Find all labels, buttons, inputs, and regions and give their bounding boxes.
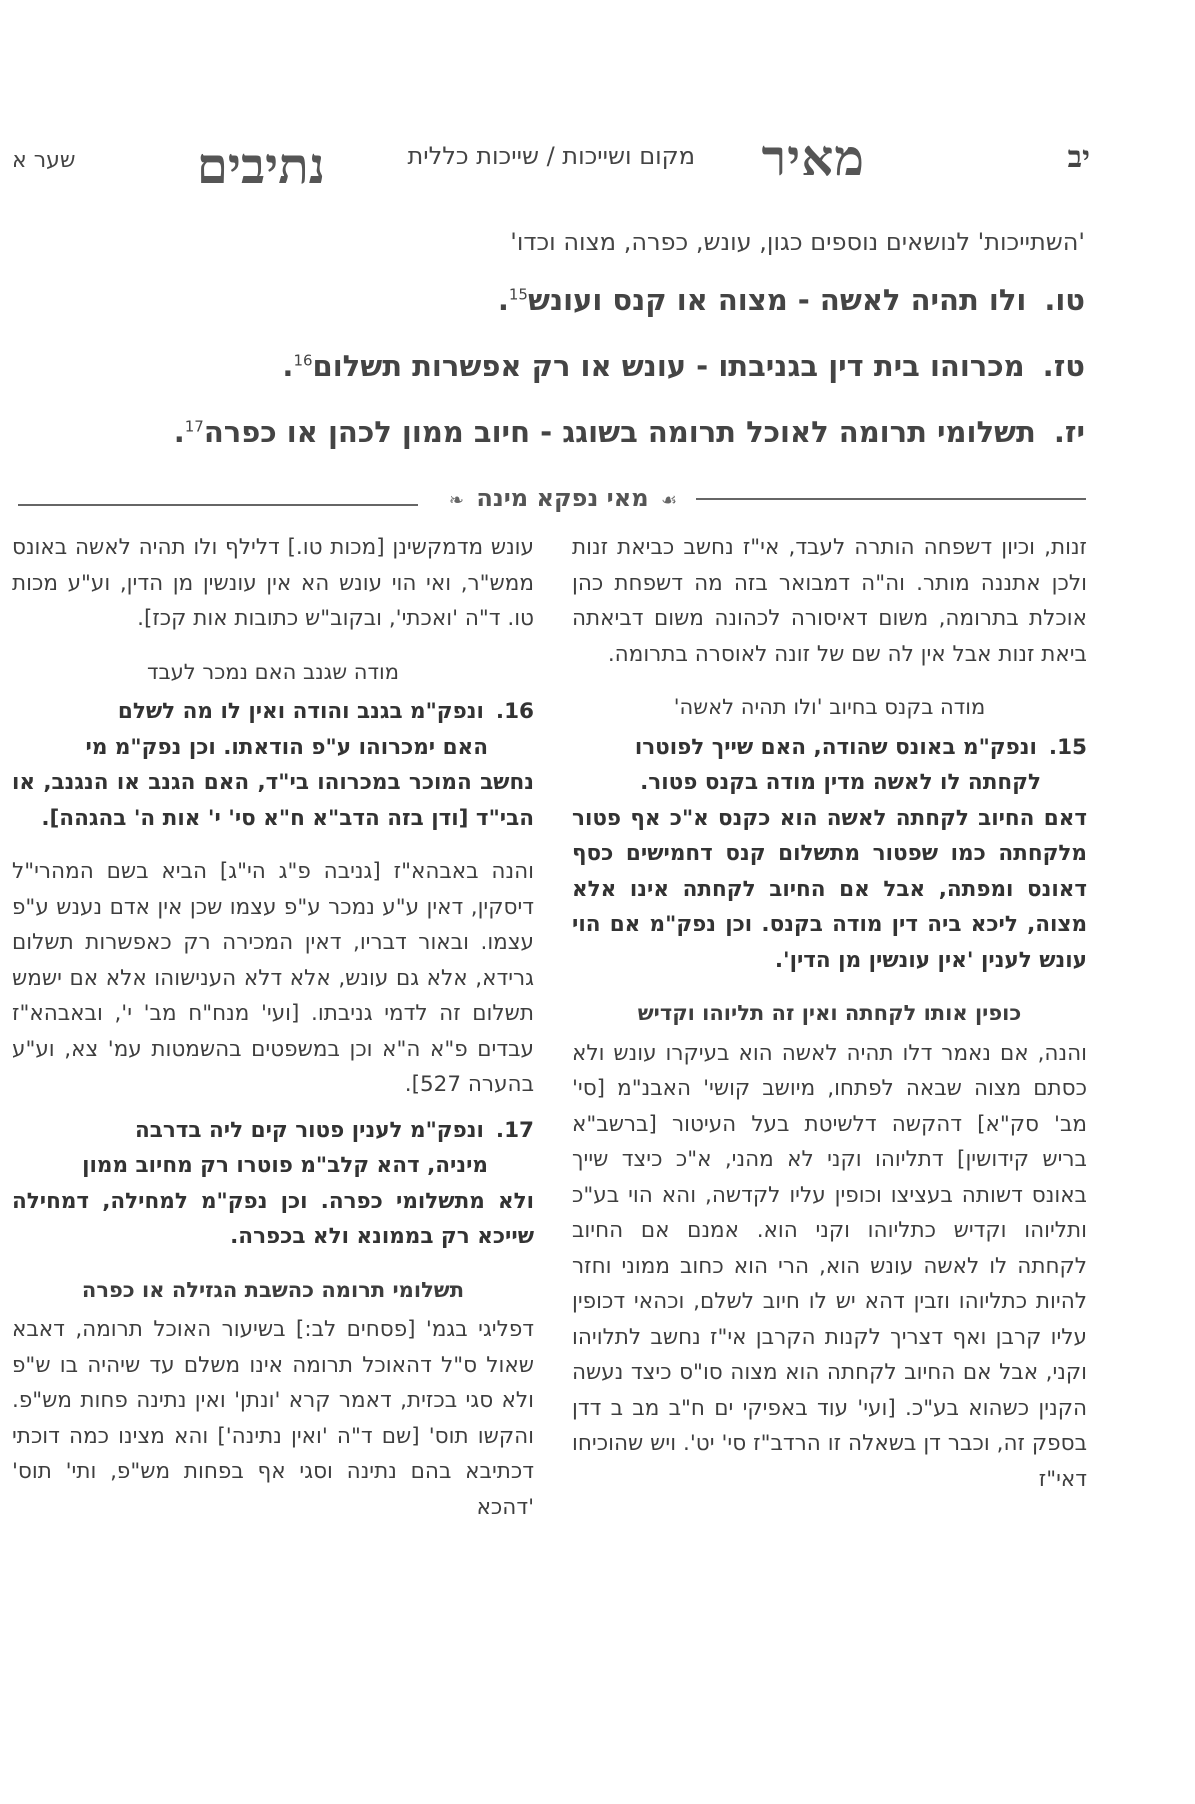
topic-item xyxy=(85,280,1085,320)
subheading: תשלומי תרומה כהשבת הגזילה או כפרה xyxy=(81,1277,465,1302)
book-title-part-1: מאיר xyxy=(761,128,865,187)
topics-intro: 'השתייכות' לנושאים נוספים כגון, עונש, כפרה, מצוה וכדו' xyxy=(510,228,1085,256)
topic-text: ולו תהיה לאשה - מצוה או קנס ועונש xyxy=(527,283,1027,317)
section-title: מקום ושייכות / שייכות כללית xyxy=(407,142,695,170)
topic-period: . xyxy=(497,283,509,317)
footnote-15 xyxy=(572,730,1087,979)
footnote-text: האם ימכרוהו ע"פ הודאתו. וכן נפק"מ מי xyxy=(85,734,488,760)
footnote-number: 16. xyxy=(495,699,534,724)
paragraph: דפליגי בגמ' [פסחים לב:] בשיעור האוכל תרומה, דאבא שאול ס"ל דהאוכל תרומה אינו משלם עד שיהיה בו ש"פ ולא סגי בכזית, דאמר קרא 'ונתן' ואין נתינה פחות מש"פ. והקשו תוס' [שם ד"ה 'ואין נתינה'] והא מצינו כמה דוכתי דכתיבא בהם נתינה וסגי אף בפחות מש"פ, ותי' תוס' 'דהכא xyxy=(12,1317,534,1520)
book-title-part-2: נתיבים xyxy=(196,136,325,195)
footnote-number: 17. xyxy=(495,1117,534,1143)
topic-item xyxy=(85,412,1085,452)
section-divider xyxy=(18,484,1086,514)
footnote-text: נחשב המוכר במכרוהו בי"ד, האם הגנב או הנגנב, או הבי"ד [ודן בזה הדב"א ח"א סי' י' אות ה' בהגהה]. xyxy=(12,770,534,831)
footnote-ref[interactable]: 15 xyxy=(508,285,528,304)
footnote-text: ולא מתשלומי כפרה. וכן נפק"מ למחילה, דמחילה שייכא רק בממונא ולא בכפרה. xyxy=(12,1188,534,1249)
topic-text: מכרוהו בית דין בגניבתו - עונש או רק אפשרות תשלום xyxy=(312,349,1025,383)
paragraph: והנה באבהא"ז [גניבה פ"ג הי"ג] הביא בשם המהרי"ל דיסקין, דאין ע"ע נמכר ע"פ עצמו שכן אין אדם נענש ע"פ עצמו. ובאור דבריו, דאין המכירה רק כאפשרות תשלום גרידא, אלא גם עונש, אלא דלא הענישוהו אלא אם ישמש תשלום זה לדמי גניבתו. [ועי' מנח"ח מב' י', ובאבהא"ז עבדים פ"א ה"א וכן במשפטים בהשמטות עמ' צא, וע"ע בהערה 527]. xyxy=(12,859,534,1097)
topic-text: תשלומי תרומה לאוכל תרומה בשוגג - חיוב ממון לכהן או כפרה xyxy=(203,415,1036,449)
topic-number: טו. xyxy=(1044,283,1085,317)
divider-rule-left xyxy=(18,504,418,506)
subheading: כופין אותו לקחתה ואין זה תליוהו וקדיש xyxy=(637,1001,1022,1025)
footnote-text: לקחתה לו לאשה מדין מודה בקנס פטור. xyxy=(640,770,1041,795)
footnote-16 xyxy=(12,694,534,836)
divider-rule-right xyxy=(696,498,1086,500)
fleuron-icon: ❧ xyxy=(448,490,464,511)
footnote-number: 15. xyxy=(1048,734,1087,760)
topic-number: יז. xyxy=(1053,415,1085,449)
divider-title-text: מאי נפקא מינה xyxy=(476,484,649,512)
running-header xyxy=(0,128,1195,195)
topic-number: טז. xyxy=(1042,349,1085,383)
subheading: מודה שגנב האם נמכר לעבד xyxy=(147,659,399,684)
footnote-text: ונפק"מ בגנב והודה ואין לו מה לשלם xyxy=(117,699,484,724)
page-number: יב xyxy=(1067,140,1090,175)
footnote-ref[interactable]: 17 xyxy=(184,417,204,436)
topics-list xyxy=(85,228,1085,478)
subheading: מודה בקנס בחיוב 'ולו תהיה לאשה' xyxy=(673,695,986,719)
topic-item xyxy=(85,346,1085,386)
paragraph: זנות, וכיון דשפחה הותרה לעבד, אי"ז נחשב כביאת זנות ולכן אתננה מותר. וה"ה דמבואר בזה מה דשפחת כהן אוכלת בתרומה, משום דאיסורה לכהונה משום דביאתה ביאת זנות אבל אין לה שם של זונה לאוסרה בתרומה. xyxy=(572,535,1087,667)
footnote-text: מיניה, דהא קלב"מ פוטרו רק מחיוב ממון xyxy=(82,1153,488,1178)
footnote-text: דאם החיוב לקחתה לאשה הוא כקנס א"כ אף פטור מלקחתה כמו שפטור מתשלום קנס דחמישים כסף דאונס ומפתה, אבל אם החיוב לקחתה אינו אלא מצוה, ליכא ביה דין מודה בקנס. וכן נפק"מ אם הוי עונש לענין 'אין עונשין מן הדין'. xyxy=(572,805,1087,973)
topic-period: . xyxy=(173,415,185,449)
topic-period: . xyxy=(282,349,294,383)
footnote-17 xyxy=(12,1113,534,1255)
divider-title xyxy=(438,484,688,512)
right-column xyxy=(572,530,1087,1515)
footnote-text: ונפק"מ באונס שהודה, האם שייך לפוטרו xyxy=(634,734,1037,760)
paragraph: והנה, אם נאמר דלו תהיה לאשה הוא בעיקרו עונש ולא כסתם מצוה שבאה לפתחו, מיושב קושי' האבנ"מ [סי' מב' סק"א] דהקשה דלשיטת בעל העיטור [ברשב"א בריש קידושין] דתליוהו וקני לא מהני, א"כ כיצד שייך באונס דשותה בעציצו וכופין עליו לקדשה, והא הוי בע"כ ותליוהו וקדיש כתליוהו וקני הוא. אמנם אם החיוב לקחתה לו לאשה עונש הוא, הרי הוא כחוב ממוני וחזר להיות כתליוהו וזבין דהא יש לו חיוב לשלם, וכהאי דכופין עליו קרבן ואף דצריך לקנות הקרבן אי"ז נחשב לתלויהו וקני, אבל אם החיוב לקחתה הוא מצוה סו"ס כיצד נעשה הקנין כשהוא בע"כ. [ועי' עוד באפיקי ים ח"ב מב ב דדן בספק זה, וכבר דן בשאלה זו הרדב"ז סי' יט'. ויש שהוכיחו דאי"ז xyxy=(572,1040,1087,1492)
paragraph: עונש מדמקשינן [מכות טו.] דלילף ולו תהיה לאשה באונס ממש"ר, ואי הוי עונש הא אין עונשין מן הדין, וע"ע מכות טו. ד"ה 'ואכתי', ובקוב"ש כתובות אות קכז]. xyxy=(12,535,534,631)
fleuron-icon: ☙ xyxy=(660,490,678,511)
footnote-text: ונפק"מ לענין פטור קים ליה בדרבה xyxy=(134,1117,484,1143)
footnote-ref[interactable]: 16 xyxy=(293,351,313,370)
gate-label: שער א xyxy=(12,148,76,173)
left-column xyxy=(12,530,534,1543)
